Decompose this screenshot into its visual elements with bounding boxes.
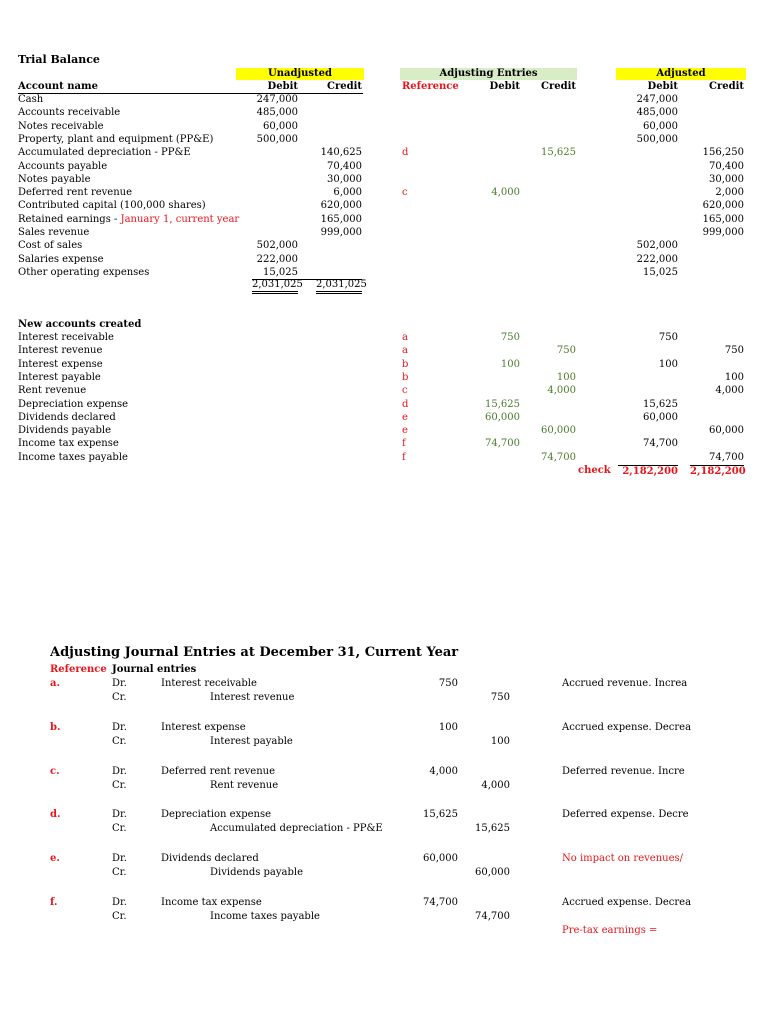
unadjusted-credit-cell: 620,000 bbox=[320, 200, 362, 212]
adjusted-debit-cell: 100 bbox=[658, 358, 678, 370]
adjusted-credit-header: Credit bbox=[709, 81, 744, 92]
adjusting-entries-header: Adjusting Entries bbox=[400, 68, 577, 80]
adjusting-credit-cell: 60,000 bbox=[541, 425, 576, 437]
reference-cell: a bbox=[402, 345, 408, 357]
reference-cell: d bbox=[402, 147, 409, 159]
adjusted-debit-header: Debit bbox=[647, 81, 678, 92]
unadjusted-debit-cell: 502,000 bbox=[256, 240, 298, 252]
adjusted-debit-cell: 485,000 bbox=[636, 107, 678, 119]
credit-label: Cr. bbox=[112, 867, 127, 879]
adjusting-credit-cell: 100 bbox=[556, 371, 576, 383]
account-name: Property, plant and equipment (PP&E) bbox=[18, 133, 214, 145]
unadjusted-debit-header: Debit bbox=[267, 81, 298, 92]
account-name: Accounts payable bbox=[18, 160, 108, 172]
account-name: Cost of sales bbox=[18, 240, 83, 252]
adjusted-credit-cell: 100 bbox=[724, 371, 744, 383]
adjusted-credit-cell: 2,000 bbox=[715, 187, 744, 199]
header-underline bbox=[18, 93, 363, 94]
credit-label: Cr. bbox=[112, 692, 127, 703]
debit-label: Dr. bbox=[112, 678, 127, 689]
adjusting-credit-cell: 15,625 bbox=[541, 147, 576, 159]
account-name-date: January 1, current year bbox=[120, 213, 240, 225]
adjusted-credit-cell: 999,000 bbox=[702, 227, 744, 238]
adjusted-debit-cell: 15,025 bbox=[643, 266, 678, 278]
journal-note: Accrued revenue. Increa bbox=[562, 678, 688, 689]
adjusting-debit-cell: 74,700 bbox=[485, 438, 520, 450]
credit-account: Rent revenue bbox=[210, 779, 279, 791]
credit-label: Cr. bbox=[112, 911, 127, 922]
check-debit-total: 2,182,200 bbox=[618, 465, 678, 478]
unadjusted-total-debit: 2,031,025 bbox=[252, 279, 298, 294]
adjusted-credit-cell: 620,000 bbox=[702, 200, 744, 212]
reference-cell: b bbox=[402, 371, 409, 383]
credit-amount: 15,625 bbox=[475, 823, 510, 835]
debit-label: Dr. bbox=[112, 853, 127, 865]
unadjusted-credit-cell: 6,000 bbox=[333, 187, 362, 199]
adjusted-debit-cell: 60,000 bbox=[643, 411, 678, 423]
adjusted-debit-cell: 500,000 bbox=[636, 133, 678, 145]
adjusting-credit-cell: 750 bbox=[556, 345, 576, 357]
adjusting-credit-cell: 4,000 bbox=[547, 385, 576, 397]
adjusted-credit-cell: 165,000 bbox=[702, 213, 744, 225]
account-name bbox=[18, 214, 239, 226]
debit-amount: 750 bbox=[438, 678, 458, 689]
credit-account: Income taxes payable bbox=[210, 911, 320, 922]
debit-label: Dr. bbox=[112, 897, 127, 908]
adjusted-debit-cell: 15,625 bbox=[643, 398, 678, 410]
debit-label: Dr. bbox=[112, 809, 127, 821]
adjusted-credit-cell: 74,700 bbox=[709, 451, 744, 463]
debit-amount: 60,000 bbox=[423, 853, 458, 865]
journal-reference-header: Reference bbox=[50, 664, 107, 675]
account-name: Other operating expenses bbox=[18, 266, 150, 278]
debit-label: Dr. bbox=[112, 765, 127, 777]
debit-amount: 100 bbox=[438, 721, 458, 733]
debit-amount: 74,700 bbox=[423, 897, 458, 908]
reference-cell: c bbox=[402, 385, 408, 397]
unadjusted-header: Unadjusted bbox=[236, 68, 364, 80]
unadjusted-credit-cell: 70,400 bbox=[327, 160, 362, 172]
reference-cell: f bbox=[402, 451, 406, 463]
account-name: Contributed capital (100,000 shares) bbox=[18, 200, 206, 212]
credit-amount: 60,000 bbox=[475, 867, 510, 879]
debit-account: Dividends declared bbox=[161, 853, 259, 865]
reference-cell: a bbox=[402, 332, 408, 343]
debit-amount: 15,625 bbox=[423, 809, 458, 821]
adjusting-credit-header: Credit bbox=[541, 81, 576, 92]
journal-reference: f. bbox=[50, 897, 58, 908]
credit-amount: 750 bbox=[490, 692, 510, 703]
adjusted-debit-cell: 60,000 bbox=[643, 120, 678, 132]
unadjusted-credit-header: Credit bbox=[327, 81, 362, 92]
credit-amount: 100 bbox=[490, 735, 510, 747]
new-account-name: Interest receivable bbox=[18, 332, 114, 343]
journal-note: Accrued expense. Decrea bbox=[562, 721, 692, 733]
unadjusted-debit-cell: 247,000 bbox=[256, 94, 298, 105]
reference-cell: f bbox=[402, 438, 406, 450]
journal-reference: d. bbox=[50, 809, 61, 821]
debit-label: Dr. bbox=[112, 721, 127, 733]
journal-note: No impact on revenues/ bbox=[562, 853, 683, 865]
unadjusted-credit-cell: 30,000 bbox=[327, 173, 362, 185]
credit-label: Cr. bbox=[112, 779, 127, 791]
check-credit-total: 2,182,200 bbox=[690, 466, 746, 477]
account-name: Cash bbox=[18, 94, 44, 105]
adjusting-debit-cell: 15,625 bbox=[485, 398, 520, 410]
adjusted-debit-cell: 222,000 bbox=[636, 253, 678, 265]
unadjusted-debit-cell: 15,025 bbox=[263, 266, 298, 278]
adjusted-credit-cell: 60,000 bbox=[709, 425, 744, 437]
new-account-name: Interest payable bbox=[18, 371, 101, 383]
journal-entries-header: Journal entries bbox=[112, 664, 197, 675]
adjusting-credit-cell: 74,700 bbox=[541, 451, 576, 463]
adjusting-debit-header: Debit bbox=[489, 81, 520, 92]
adjusting-debit-cell: 750 bbox=[500, 332, 520, 343]
reference-cell: e bbox=[402, 411, 408, 423]
new-account-name: Income taxes payable bbox=[18, 451, 128, 463]
unadjusted-credit-cell: 999,000 bbox=[320, 227, 362, 238]
account-name: Notes payable bbox=[18, 173, 91, 185]
pretax-earnings-label: Pre-tax earnings = bbox=[562, 925, 658, 936]
credit-account: Accumulated depreciation - PP&E bbox=[210, 823, 383, 835]
credit-amount: 74,700 bbox=[475, 911, 510, 922]
unadjusted-debit-cell: 485,000 bbox=[256, 107, 298, 119]
journal-reference: e. bbox=[50, 853, 60, 865]
adjusted-credit-cell: 750 bbox=[724, 345, 744, 357]
unadjusted-credit-cell: 165,000 bbox=[320, 213, 362, 225]
credit-amount: 4,000 bbox=[481, 779, 510, 791]
debit-account: Depreciation expense bbox=[161, 809, 272, 821]
debit-account: Interest expense bbox=[161, 721, 246, 733]
account-name-header: Account name bbox=[18, 81, 98, 92]
account-name: Notes receivable bbox=[18, 120, 104, 132]
credit-account: Interest revenue bbox=[210, 692, 295, 703]
journal-title: Adjusting Journal Entries at December 31, Current Year bbox=[50, 645, 459, 660]
check-label: check bbox=[578, 465, 611, 476]
account-name: Sales revenue bbox=[18, 227, 90, 238]
unadjusted-total-credit: 2,031,025 bbox=[316, 279, 362, 294]
new-accounts-title: New accounts created bbox=[18, 319, 142, 330]
new-account-name: Interest expense bbox=[18, 358, 103, 370]
unadjusted-debit-cell: 500,000 bbox=[256, 133, 298, 145]
journal-reference: c. bbox=[50, 765, 60, 777]
reference-header: Reference bbox=[402, 81, 459, 92]
account-name-text: Retained earnings - bbox=[18, 213, 121, 225]
account-name: Accumulated depreciation - PP&E bbox=[18, 147, 191, 159]
reference-cell: d bbox=[402, 398, 409, 410]
journal-note: Deferred revenue. Incre bbox=[562, 765, 685, 777]
adjusted-credit-cell: 4,000 bbox=[715, 385, 744, 397]
adjusted-header: Adjusted bbox=[616, 68, 746, 80]
adjusted-debit-cell: 502,000 bbox=[636, 240, 678, 252]
new-account-name: Dividends declared bbox=[18, 411, 116, 423]
debit-account: Interest receivable bbox=[161, 678, 257, 689]
unadjusted-credit-cell: 140,625 bbox=[320, 147, 362, 159]
new-account-name: Dividends payable bbox=[18, 425, 112, 437]
credit-account: Dividends payable bbox=[210, 867, 304, 879]
new-account-name: Rent revenue bbox=[18, 385, 87, 397]
journal-reference: b. bbox=[50, 721, 61, 733]
adjusting-debit-cell: 4,000 bbox=[491, 187, 520, 199]
account-name: Deferred rent revenue bbox=[18, 187, 133, 199]
adjusting-debit-cell: 60,000 bbox=[485, 411, 520, 423]
adjusted-credit-cell: 70,400 bbox=[709, 160, 744, 172]
adjusted-credit-cell: 30,000 bbox=[709, 173, 744, 185]
unadjusted-debit-cell: 60,000 bbox=[263, 120, 298, 132]
reference-cell: c bbox=[402, 187, 408, 199]
adjusted-debit-cell: 247,000 bbox=[636, 94, 678, 105]
adjusting-debit-cell: 100 bbox=[500, 358, 520, 370]
debit-account: Deferred rent revenue bbox=[161, 765, 276, 777]
unadjusted-debit-cell: 222,000 bbox=[256, 253, 298, 265]
journal-note: Accrued expense. Decrea bbox=[562, 897, 692, 908]
adjusted-debit-cell: 750 bbox=[658, 332, 678, 343]
journal-reference: a. bbox=[50, 678, 60, 689]
adjusted-credit-cell: 156,250 bbox=[702, 147, 744, 159]
account-name: Accounts receivable bbox=[18, 107, 121, 119]
credit-label: Cr. bbox=[112, 735, 127, 747]
reference-cell: e bbox=[402, 425, 408, 437]
new-account-name: Income tax expense bbox=[18, 438, 119, 450]
account-name: Salaries expense bbox=[18, 253, 104, 265]
debit-amount: 4,000 bbox=[429, 765, 458, 777]
reference-cell: b bbox=[402, 358, 409, 370]
new-account-name: Interest revenue bbox=[18, 345, 103, 357]
credit-label: Cr. bbox=[112, 823, 127, 835]
debit-account: Income tax expense bbox=[161, 897, 262, 908]
adjusted-debit-cell: 74,700 bbox=[643, 438, 678, 450]
new-account-name: Depreciation expense bbox=[18, 398, 129, 410]
credit-account: Interest payable bbox=[210, 735, 293, 747]
page-title: Trial Balance bbox=[18, 53, 100, 66]
journal-note: Deferred expense. Decre bbox=[562, 809, 689, 821]
